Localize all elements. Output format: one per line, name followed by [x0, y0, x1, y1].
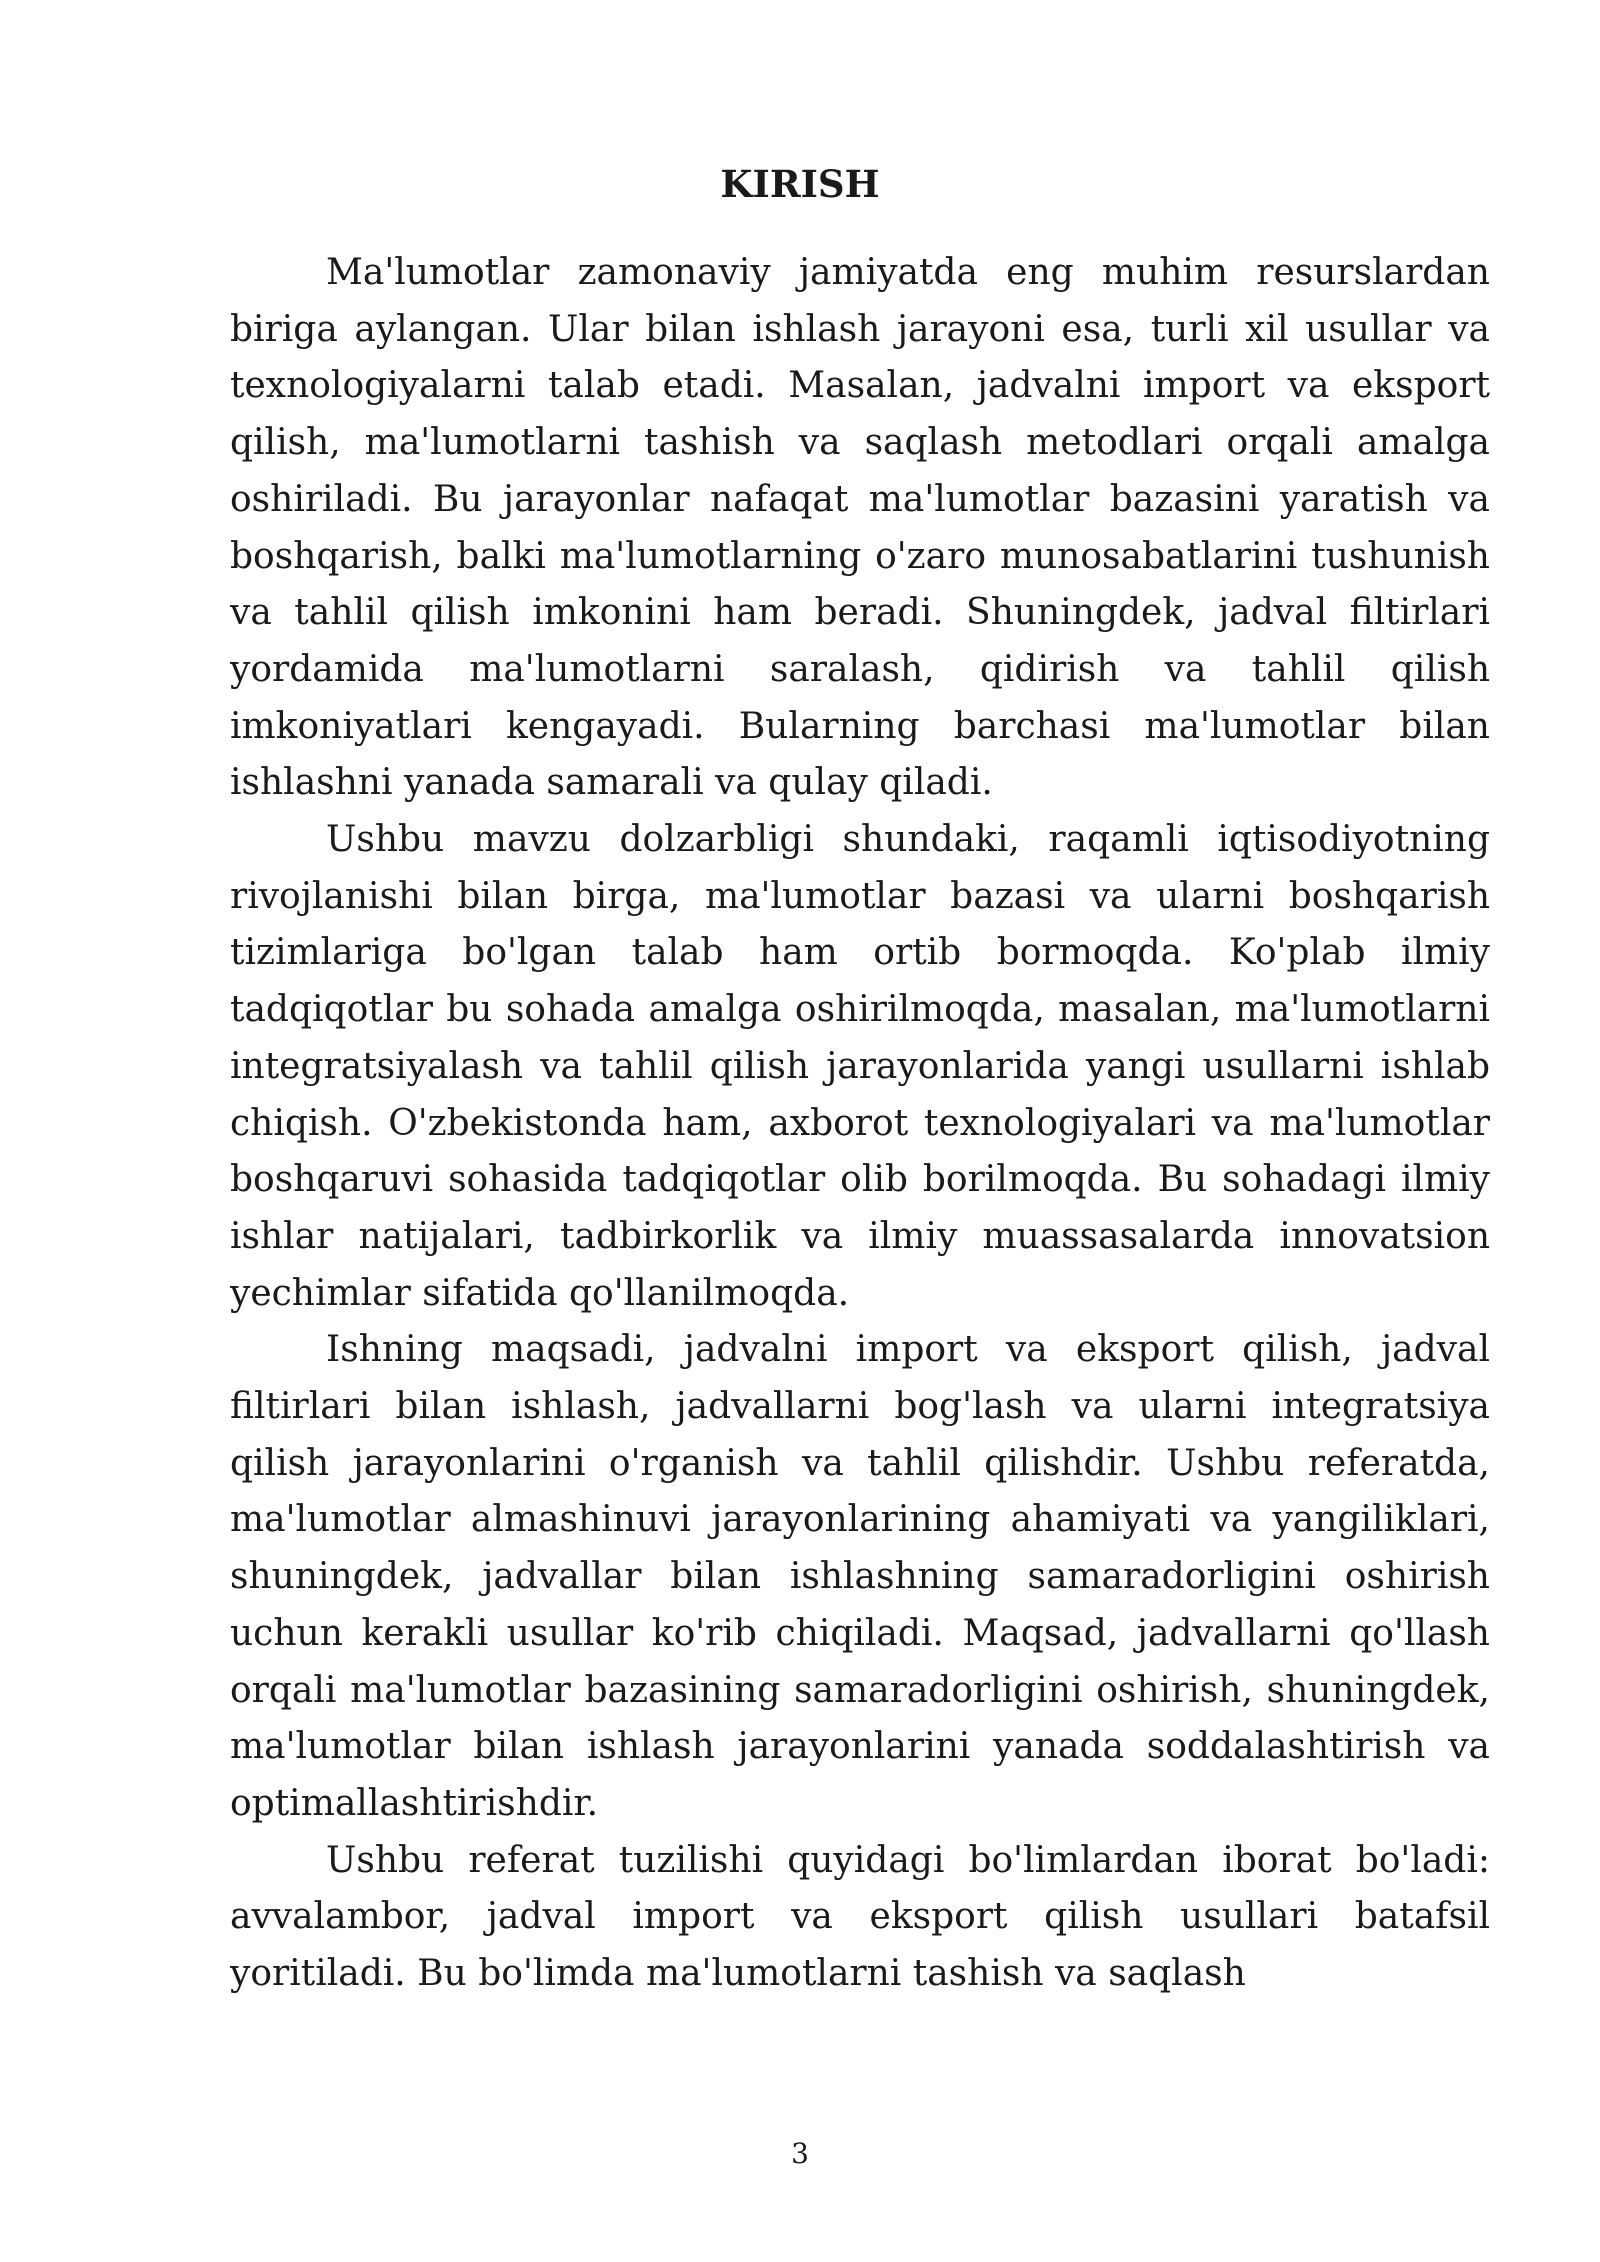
paragraph-1: Ma'lumotlar zamonaviy jamiyatda eng muhim resurslardan biriga aylangan. Ular bilan ishlash jarayoni esa, turli xil usullar va texnologiyalarni talab etadi. Masalan, jadvalni import va eksport qilish, ma'lumotlarni tashish va saqlash metodlari orqali amalga oshiriladi. Bu jarayonlar nafaqat ma'lumotlar bazasini yaratish va boshqarish, balki ma'lumotlarning o'zaro munosabatlarini tushunish va tahlil qilish imkonini ham beradi. Shuningdek, jadval filtirlari yordamida ma'lumotlarni saralash, qidirish va tahlil qilish imkoniyatlari kengayadi. Bularning barchasi ma'lumotlar bilan ishlashni yanada samarali va qulay qiladi.: [230, 252, 1490, 804]
paragraph-2: Ushbu mavzu dolzarbligi shundaki, raqamli iqtisodiyotning rivojlanishi bilan birga, ma'lumotlar bazasi va ularni boshqarish tizimlariga bo'lgan talab ham ortib bormoqda. Ko'plab ilmiy tadqiqotlar bu sohada amalga oshirilmoqda, masalan, ma'lumotlarni integratsiyalash va tahlil qilish jarayonlarida yangi usullarni ishlab chiqish. O'zbekistonda ham, axborot texnologiyalari va ma'lumotlar boshqaruvi sohasida tadqiqotlar olib borilmoqda. Bu sohadagi ilmiy ishlar natijalari, tadbirkorlik va ilmiy muassasalarda innovatsion yechimlar sifatida qo'llanilmoqda.: [230, 819, 1490, 1314]
section-title: KIRISH: [720, 162, 880, 206]
paragraph-4: Ushbu referat tuzilishi quyidagi bo'limlardan iborat bo'ladi: avvalambor, jadval import va eksport qilish usullari batafsil yoritiladi. Bu bo'limda ma'lumotlarni tashish va saqlash: [230, 1839, 1490, 1995]
paragraph-3: Ishning maqsadi, jadvalni import va eksport qilish, jadval filtirlari bilan ishlash, jadvallarni bog'lash va ularni integratsiya qilish jarayonlarini o'rganish va tahlil qilishdir. Ushbu referatda, ma'lumotlar almashinuvi jarayonlarining ahamiyati va yangiliklari, shuningdek, jadvallar bilan ishlashning samaradorligini oshirish uchun kerakli usullar ko'rib chiqiladi. Maqsad, jadvallarni qo'llash orqali ma'lumotlar bazasining samaradorligini oshirish, shuningdek, ma'lumotlar bilan ishlash jarayonlarini yanada soddalashtirish va optimallashtirishdir.: [230, 1329, 1490, 1824]
body-text: [230, 245, 1490, 2003]
page-number: 3: [791, 2137, 809, 2170]
